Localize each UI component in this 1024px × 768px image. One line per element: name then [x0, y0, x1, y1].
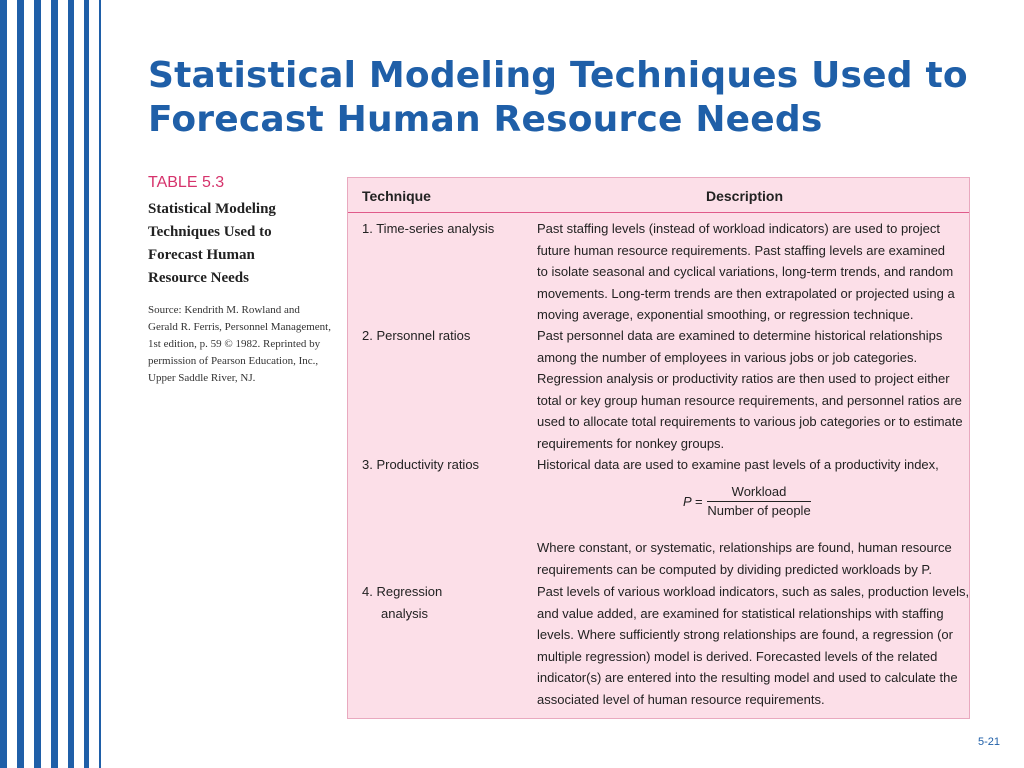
table-heading-line: Statistical Modeling [148, 201, 276, 217]
technique-name: 1. Time-series analysis [362, 221, 495, 236]
decorative-stripe [84, 0, 89, 768]
page-number: 5-21 [977, 736, 1000, 748]
description-line: indicator(s) are entered into the resulting model and used to calculate the [537, 670, 958, 685]
decorative-stripe [68, 0, 74, 768]
formula-numerator: Workload [707, 484, 811, 502]
source-line: permission of Pearson Education, Inc., [148, 355, 319, 367]
description-cell [537, 325, 967, 454]
description-line: levels. Where sufficiently strong relationships are found, a regression (or [537, 627, 953, 642]
description-cell [537, 537, 967, 580]
technique-cell [362, 581, 532, 624]
description-line: multiple regression) model is derived. Forecasted levels of the related [537, 648, 938, 664]
slide-title-line: Forecast Human Resource Needs [148, 99, 823, 140]
decorative-stripe [99, 0, 101, 768]
description-line: to isolate seasonal and cyclical variations, long-term trends, and random [537, 264, 954, 279]
description-line: movements. Long-term trends are then extrapolated or projected using a [537, 285, 955, 301]
description-line: requirements can be computed by dividing predicted workloads by P. [537, 561, 933, 577]
slide-title-line: Statistical Modeling Techniques Used to [148, 55, 968, 96]
technique-cell [362, 454, 532, 476]
column-header-description: Description [706, 188, 784, 204]
technique-name: analysis [381, 605, 428, 621]
description-line: future human resource requirements. Past staffing levels are examined [537, 242, 946, 258]
description-line: Past levels of various workload indicators, such as sales, production levels, [537, 584, 970, 599]
table-heading-line: Resource Needs [148, 270, 249, 286]
technique-name: 2. Personnel ratios [362, 328, 471, 343]
description-line: Past staffing levels (instead of workload indicators) are used to project [537, 221, 940, 236]
technique-cell [362, 218, 532, 240]
table-heading [148, 198, 338, 290]
decorative-stripe [51, 0, 58, 768]
description-line: total or key group human resource requirements, and personnel ratios are [537, 392, 962, 408]
source-line: 1st edition, p. 59 © 1982. Reprinted by [148, 338, 321, 350]
technique-cell [362, 325, 532, 347]
table-caption [148, 174, 338, 387]
decorative-stripe [17, 0, 24, 768]
technique-name: 3. Productivity ratios [362, 457, 480, 472]
source-line: Gerald R. Ferris, Personnel Management, [148, 321, 331, 333]
technique-name: 4. Regression [362, 584, 443, 599]
description-line: Past personnel data are examined to determine historical relationships [537, 328, 943, 343]
formula-denominator: Number of people [707, 503, 811, 518]
formula-equals: = [695, 494, 703, 509]
description-line: and value added, are examined for statistical relationships with staffing [537, 605, 944, 621]
decorative-stripe [34, 0, 41, 768]
source-note [148, 302, 338, 387]
source-line: Source: Kendrith M. Rowland and [148, 304, 300, 316]
table-heading-line: Forecast Human [148, 247, 255, 263]
description-cell [537, 581, 970, 710]
description-cell [537, 454, 967, 476]
description-line: Historical data are used to examine past levels of a productivity index, [537, 457, 939, 472]
table-heading-line: Techniques Used to [148, 224, 272, 240]
decorative-stripe [0, 0, 7, 768]
description-line: associated level of human resource requirements. [537, 691, 825, 707]
description-line: among the number of employees in various jobs or job categories. [537, 349, 918, 365]
source-line: Upper Saddle River, NJ. [148, 372, 256, 384]
slide-title [148, 54, 1008, 142]
description-line: requirements for nonkey groups. [537, 435, 725, 451]
column-header-technique: Technique [362, 188, 431, 204]
table-header-row [348, 178, 969, 213]
description-line: Where constant, or systematic, relationships are found, human resource [537, 540, 952, 555]
formula-fraction [707, 484, 811, 518]
technique-table [347, 177, 970, 719]
description-line: moving average, exponential smoothing, or regression technique. [537, 307, 914, 322]
description-line: Regression analysis or productivity ratios are then used to project either [537, 371, 950, 386]
formula-variable: P [683, 494, 692, 509]
table-number: TABLE 5.3 [148, 174, 225, 191]
description-cell [537, 218, 967, 326]
description-line: used to allocate total requirements to various job categories or to estimate [537, 414, 963, 429]
